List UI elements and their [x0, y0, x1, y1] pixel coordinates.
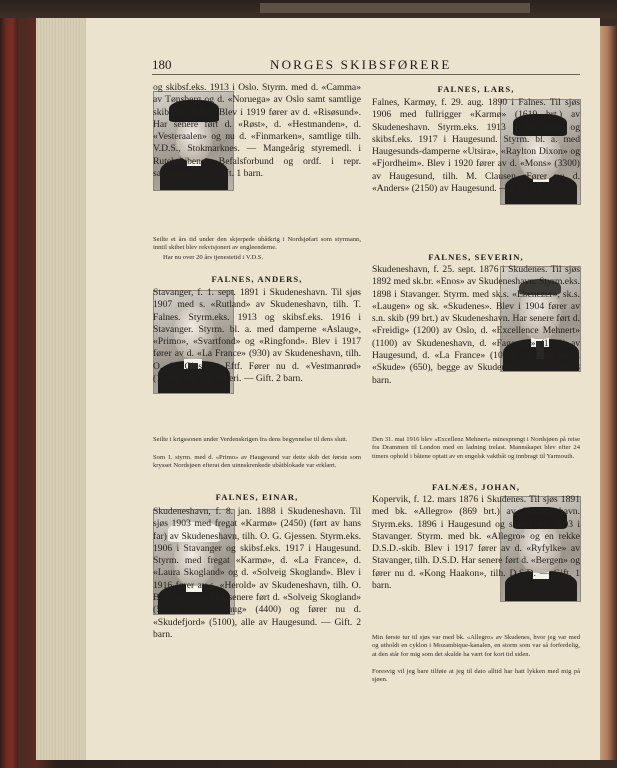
page-number: 180: [152, 57, 172, 72]
entry-name: FALNES, SEVERIN,: [428, 252, 524, 262]
entry-text-continued: og skibsf.eks. 1913 i Oslo. Styrm. med d. «Camma» av Tønsberg og d. «Noruega» av Oslo samt samtlige skib tilh. V.D.S. Blev i 1919 fører av d. «Risøsund». Har senere ført d. «Røst», d. «Hestmanden», d. «Vesteraalen» og nu d. «Finmarken», samtlige tilh. V.D.S., Stokmarknes. — Mangeårig styremedl. i Rutebskibenes Befalsforbund og ordf. i repr. sammesteds. — Gift. 1 barn.: [153, 82, 361, 180]
entry-text: Stavanger, f. 1. sept. 1891 i Skudeneshavn. Til sjøs 1907 med s. «Rutland» av Skudeneshavn, tilh. T. Falnes. Styrm.eks. 1913 og skibsf.eks. 1916 i Stavanger. Styrm. bl. a. med damperne «Aslaug», «Primo», «Svartfond» og «Ringfond». Blev i 1917 fører av d. «La France» (930) av Skudeneshavn, tilh. O. G. Gjessens Eftf. Fører nu d. «Vestmanrød» (1030), tilh. s.n. rederi. — Gift. 2 barn.: [153, 287, 361, 385]
entry-name: FALNES, EINAR,: [215, 492, 299, 502]
entry-note: Seilte et års tid under den skjerpede ubåtkrig i Nordsjøfart som styrmann, inntil skibet blev rekvisjonert av engleenderne.: [153, 236, 361, 252]
entry-note: Har nu over 20 års tjenestetid i V.D.S.: [163, 254, 264, 261]
entry-text: Skudeneshavn, f. 25. sept. 1876 i Skudenes. Til sjøs 1892 med sk.br. «Enos» av Skudeneshavn. Styrm.eks. 1898 i Stavanger. Styrm. med sk.s. «Ebenezer», sk.s. «Laugen» og sk. «Skudenes». Blev i 1904 fører av s.n. skib (99 brt.) av Skudeneshavn. Har senere ført d. «Freidig» (1200) av Oslo, d. «Excellence Mehnert» (1100) av Skudeneshavn, d. «Fagertun» (1150) av Haugesund, d. «La France» (1000) og fører nu d. «Skude» (650), begge av Skudeneshavn. — Gift. 3 barn.: [372, 264, 580, 386]
entry-text: Falnes, Karmøy, f. 29. aug. 1890 i Falnes. Til sjøs 1906 med fullrigger «Karmø» (1619 brt.) av Skudeneshavn. Styrm.eks. 1913 i Stavanger og skibsf.eks. 1917 i Haugesund. Styrm. bl. a. med Haugesunds-damperne «Utsira», «Raylton Dixon» og «Fjordheim». Blev i 1920 fører av d. «Mons» (3300) av Haugesund, tilh. M. Clausen. Fører nu d. «Anders» (2150) av Haugesund. — Gift. 2 barn.: [372, 97, 580, 195]
header-rule: [152, 74, 580, 75]
book-cover-spine: [0, 18, 18, 768]
book-top-edge: [0, 0, 617, 18]
entry-name: FALNES, ANDERS,: [211, 274, 303, 284]
entry-note: Den 31. mai 1916 blev «Excellenz Mehnert» minesprengt i Nordsjøen på reise fra Drammen til London med en ladning trelast. Mannskapet blev efter 24 timers ophold i båtene optatt av en engelsk vaktbåt og innbragt til Yarmouth.: [372, 436, 580, 460]
entry-name: FALNÆS, JOHAN,: [431, 482, 521, 492]
entry-note: Seilte i krigssonen under Verdenskrigen fra dens begynnelse til dens slutt.: [153, 436, 348, 443]
entry-note: Foresvig vil jeg bare tilføie at jeg til dato alltid har hatt lykken med mig på sjøen.: [372, 668, 580, 684]
entry-note: Min første tur til sjøs var med bk. «Allegro» av Skudenes, hvor jeg var med og utholdt en cyklon i Mozambique-kanalen, en storm som var så forferdelig, at den står for mig som det skulde ha vært for kort tid siden.: [372, 634, 580, 658]
running-title: NORGES SKIBSFØRERE: [270, 57, 452, 72]
entry-text: Kopervik, f. 12. mars 1876 i Skudenes. Til sjøs 1891 med bk. «Allegro» (869 brt.) av Skudeneshavn. Styrm.eks. 1896 i Haugesund og skibsf.eks. 1903 i Stavanger. Styrm. med bk. «Allegro» og en rekke D.S.D.-skib. Blev i 1917 fører av d. «Ryfylke» av Stavanger, tilh. D.S.D. Har senere ført d. «Bergen» og fører nu d. «Kong Haakon», tilh. D.S.D. — Gift. 1 barn.: [372, 494, 580, 592]
entry-text: Skudeneshavn, f. 8. jan. 1888 i Skudeneshavn. Til sjøs 1903 med fregat «Karmø» (2450) (ført av hans far) av Skudeneshavn, tilh. O. G. Gjessen. Styrm.eks. 1906 i Stavanger og skibsf.eks. 1917 i Haugesund. Styrm. med fregat «Karmø», d. «La France», d. «Laura Skogland» og d. «Solveig Skogland». Blev i 1916 fører av s. «Herold» av Skudeneshavn, tilh. O. B. Fredriksen. Har senere ført d. «Solveig Skogland» (5300), d. «Solhaug» (4400) og fører nu d. «Skudefjord» (5100), alle av Haugesund. — Gift. 2 barn.: [153, 506, 361, 640]
entry-name: FALNES, LARS,: [437, 84, 515, 94]
page-edges: [36, 18, 88, 760]
entry-note: Som 1. styrm. med d. «Primo» av Haugesund var dette skib det første som krysset Nordsjøen efterat den uinnskrenkede ubåtblokade var erklært.: [153, 454, 361, 470]
book-cover-right: [598, 26, 617, 760]
